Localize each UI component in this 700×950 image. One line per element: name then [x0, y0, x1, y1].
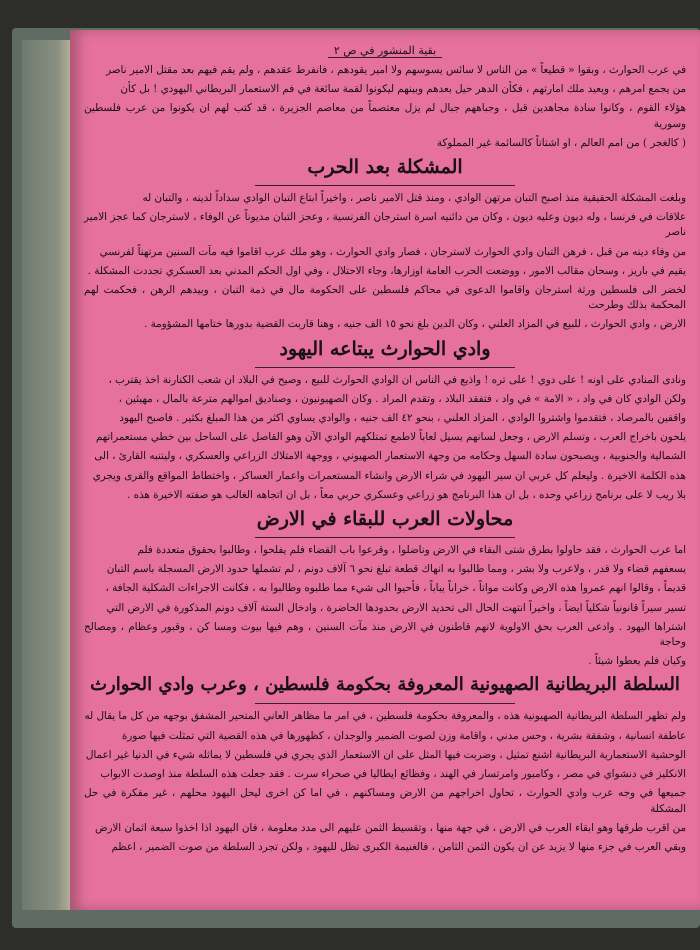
page-header — [84, 44, 686, 57]
section-heading: محاولات العرب للبقاء في الارض — [256, 508, 514, 531]
document-page — [70, 30, 700, 910]
body-line: من اقرب طرقها وهو ابقاء العرب في الارض ، في جهة منها ، وتقسيط الثمن عليهم الى مدد معلومة ، فان اليهود اذا اخذوا سبعة اثمان الارض — [94, 821, 686, 834]
heading-underline — [255, 537, 515, 538]
body-line: لخضر الى فلسطين ورثة استرجان واقاموا الدعوى في محاكم فلسطين على الحكومة مال في ذمة التبان ، وبيدهم الرهن ، فحكمت لهم المحكمة بذلك وطرحت — [84, 284, 686, 312]
section-heading: المشكلة بعد الحرب — [307, 156, 463, 179]
body-line: اشتراها اليهود . وادعى العرب بحق الاولوية لانهم قاطنون في الارض منذ مآت السنين ، وهم فيها بيوت ومسا كن ، وقبور وعظام ، ومصالح وحاجة — [84, 620, 687, 649]
body-line: ونادى المنادي على اونه ! على دوي ! على تره ! واذيع في الناس ان الوادي الحوارث للبيع ، وصيح في البلاد ان شعب الكنارنة اخذ يقترب ، — [108, 373, 686, 386]
body-line: من وفاء دينه من قبل ، فرهن التبان وادي الحوارث لاسترجان ، فصار وادي الحوارث ، وهو ملك عرب اقاموا فيه مآت السنين مرتهناً لفرنسي — [99, 245, 686, 258]
body-line: جميعها في وجه عرب وادي الحوارث ، تحاول اخراجهم من الارض ومساكنهم ، في اما كن اخرى ليحل اليهود محلهم ، غير مفكرة في حل المشكلة — [84, 787, 686, 815]
body-line: الوحشية الاستعمارية البريطانية اشنع تمثيل ، وضربت فيها المثل على ان الاستعمار الذي يجري في فلسطين لا يماثله شيء في الدنيا غير اعمال — [85, 748, 686, 761]
body-line: الشمالية والجنوبية ، ويصبحون سادة السهل وحكامه من وجهة الاستعمار الصهيوني ، ووجهة الامتلاك الزراعي والعسكري ، وليتنبه القارئ ، الى — [94, 450, 686, 463]
body-line: ولم تظهر السلطة البريطانية الصهيونية هذه ، والمعروفة بحكومة فلسطين ، في امر ما مظاهر العاني المتحير المشفق بوجهه من كل ما يقال له — [84, 710, 686, 723]
body-line: ولكن الوادي كان في واد ، « الامة » في واد ، فتفقد البلاد ، وتقدم المراد . وكان الصهيونيون ، وصناديق اموالهم مترعة بالمال ، مهيئين ، — [118, 392, 686, 405]
body-line: عاطفة انسانية ، وشفقة بشرية ، وحس مدني ، واقامة وزن لصوت الضمير والوجدان ، كظهورها في هذه القضية التي تمثلت فيها صورة — [121, 729, 686, 742]
body-line: واقفين بالمرصاد ، فتقدموا واشتروا الوادي ، المزاد العلني ، بنحو ٤٢ الف جنيه ، والوادي يساوي اكثر من هذا المبلغ بكثير . فاصبح اليهود — [119, 412, 686, 425]
body-line: علاقات في فرنسا ، وله ديون وعليه ديون ، وكان من دائنيه اسرة استرجان الفرنسية ، وعجز التبان مديوناً عن الوفاء ، لاسترجان كما عجز الامير ناصر — [84, 211, 686, 239]
body-line: وكيان فلم يعطوا شيئاً . — [588, 655, 686, 668]
heading-underline — [255, 367, 515, 368]
intro-line: من يجمع امرهم ، ويعيد ملك امارتهم ، فكأن الدهر حيل بعدهم وبينهم ليكونوا لقمة سائغة في فم الاستعمار البريطاني اليهودي ! بل كأن — [120, 83, 686, 96]
header-text: بقية المنشور في ص ٢ — [328, 44, 442, 58]
page-content — [84, 44, 686, 900]
body-line: وبقي العرب في جزء منها لا يزيد عن ان يكون الثمن الثامن ، فالغنيمة الكبرى تظل لليهود ، ولكن تجرد السلطة من صوت الضمير ، اعظم — [111, 840, 686, 853]
sections-container — [84, 155, 686, 855]
body-line: تسير سيراً قانونياً شكلياً ايضاً ، واخيراً انتهت الحال الى تحديد الارض بحدودها الحاضرة ، وادخال الستة آلاف دونم المذكورة في الارض التي — [106, 601, 686, 614]
intro-line: في عرب الحوارث ، وبقوا « قطيعاً » من الناس لا سائس يسوسهم ولا امير يقودهم ، فانفرط عقدهم ، ولم يقم فيهم بعد مقتل الامير ناصر — [106, 64, 686, 76]
body-line: يقيم في باريز ، وسحان مقالب الامور ، ووضعت الحرب العامة اوزارها، وجاء الاحتلال ، وفي اول الحكم المدني بعد العسكري تجددت المشكلة . — [87, 264, 686, 277]
body-line: بلا ريب لا على برنامج زراعي وحده ، بل ان هذا البرنامج هو زراعي وعسكري حربي معاً ، بل ان اتجاهه الغالب هو صفته الاخيرة هذه . — [127, 488, 686, 501]
section-heading: السلطة البريطانية الصهيونية المعروفة بحكومة فلسطين ، وعرب وادي الحوارث — [90, 674, 680, 696]
intro-block — [84, 63, 686, 151]
body-line: يسعفهم قضاء ولا قدر ، ولاعرب ولا بشر ، ومما طالبوا به انهاك قطعة تبلغ نحو ٦ آلاف دونم ، لم تشملها حدود الارض المسجلة باسم التبان — [106, 563, 686, 576]
intro-line: هؤلاء القوم ، وكانوا سادة مجاهدين قبل ، وجباههم جبال لم يزل معتصماً من معاصم الجزيرة ، قد كتب لهم ان يكونوا من عرب فلسطين وسورية — [84, 102, 686, 130]
section-heading: وادي الحوارث يبتاعه اليهود — [279, 337, 491, 360]
body-line: هذه الكلمة الاخيرة . وليعلم كل عربي ان سير اليهود في شراء الارض وانشاء المستعمرات واعمار العساكر ، واختطاط المواقع والقرى ويجري — [92, 469, 686, 482]
heading-underline — [255, 703, 515, 704]
body-line: الارض ، وادي الحوارث ، للبيع في المزاد العلني ، وكان الدين بلغ نحو ١٥ الف جنيه ، وهنا قاربت القضية بدورها ختامها المشؤومة . — [144, 318, 686, 331]
body-line: قديماً ، وقالوا انهم عمروا هذه الارض وكانت مواتاً ، خراباً يباباً ، فأحيوا الى شيء مما طلبوه وطالبوا به ، فكانت الاجراءات الشكلية الجافة ، — [105, 582, 686, 595]
body-line: وبلغت المشكلة الحقيقية منذ اصبح التبان مرتهن الوادي ، ومنذ قتل الامير ناصر ، واخيراً ابتاع التبان الوادي سداداً لدينه ، والتبان له — [142, 192, 686, 205]
intro-line: ( كالغجر ) من امم العالم ، او اشتاتاً كالسائمة غير المملوكة — [436, 136, 686, 149]
body-line: يلحون باخراج العرب ، وتسلم الارض ، وجعل لسانهم يسيل لعاباً لاطمع تمتلكهم الوادي الآن وهو القاصل على الساحل بين خطي مستعمراتهم — [95, 431, 686, 444]
body-line: اما عرب الحوارث ، فقد حاولوا بطرق شتى البقاء في الارض وناضلوا ، وقرعوا باب القضاء فلم يفلحوا ، وطالبوا بحقوق متعددة فلم — [137, 544, 686, 557]
body-line: الانكليز في دنشواي في مصر ، وكامبور وامرتسار في الهند ، وفظائع ايطاليا في صحراء سرت . فقد جعلت هذه السلطة منذ اوصدت الابواب — [100, 768, 686, 781]
heading-underline — [255, 185, 515, 186]
page-edges — [22, 40, 72, 910]
